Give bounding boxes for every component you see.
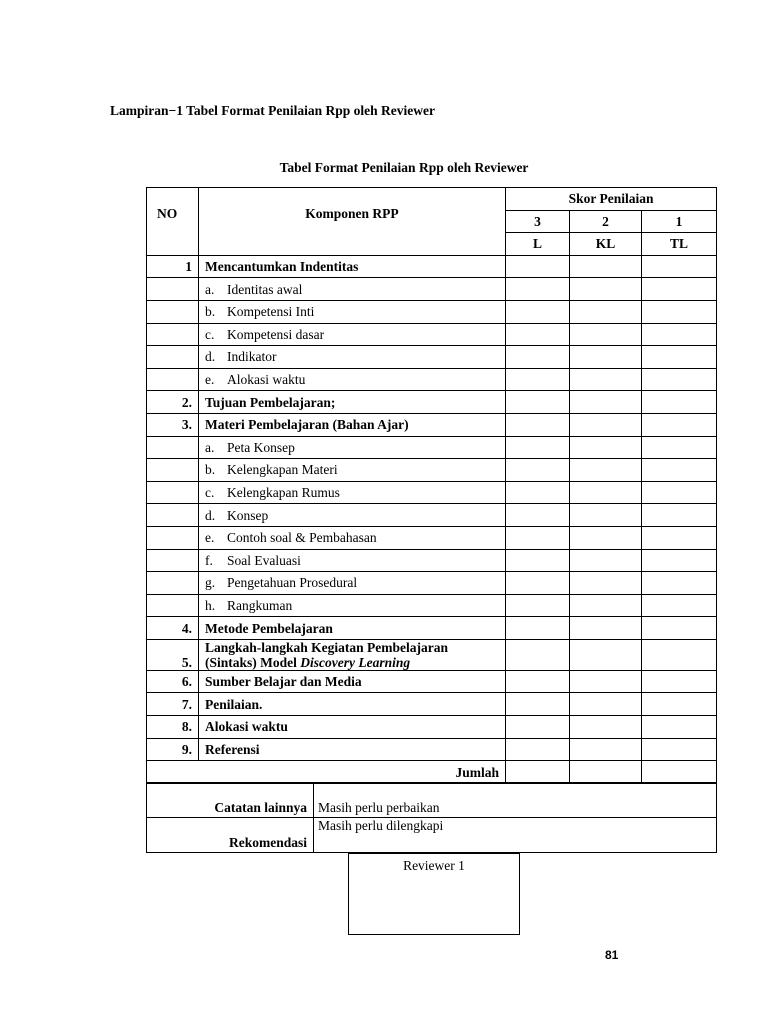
row-text: Identitas awal [227, 281, 303, 297]
row-letter: g. [205, 575, 216, 591]
score-cell [570, 459, 642, 482]
table-row [147, 459, 717, 482]
row-number [147, 436, 199, 459]
header-score-2: 2 [570, 210, 642, 233]
row-letter: b. [205, 304, 216, 320]
score-cell [570, 278, 642, 301]
row-text: Soal Evaluasi [227, 552, 301, 568]
score-cell [506, 617, 570, 640]
score-cell [570, 504, 642, 527]
row-number [147, 300, 199, 323]
row-number: 6. [147, 670, 199, 693]
row-label [199, 594, 506, 617]
row-label [199, 278, 506, 301]
header-code-kl: KL [570, 233, 642, 256]
table-row [147, 670, 717, 693]
score-cell [570, 639, 642, 670]
score-cell [642, 255, 717, 278]
row-label [199, 300, 506, 323]
row-letter: d. [205, 349, 216, 365]
table-row [147, 300, 717, 323]
header-code-l: L [506, 233, 570, 256]
row-label [199, 436, 506, 459]
table-title: Tabel Format Penilaian Rpp oleh Reviewer [279, 160, 529, 175]
table-row [147, 504, 717, 527]
row-number [147, 572, 199, 595]
assessment-table [146, 187, 717, 784]
rekomendasi-value: Masih perlu dilengkapi [314, 818, 717, 853]
row-label: Referensi [199, 738, 506, 761]
row-number: 7. [147, 693, 199, 716]
score-cell [570, 391, 642, 414]
row-text: Kelengkapan Rumus [227, 485, 340, 501]
score-cell [642, 526, 717, 549]
score-cell [570, 436, 642, 459]
score-cell [506, 391, 570, 414]
score-cell [506, 504, 570, 527]
table-row [147, 594, 717, 617]
jumlah-score-cell [642, 761, 717, 784]
row-label [199, 368, 506, 391]
score-cell [642, 572, 717, 595]
appendix-heading: Lampiran−1 Tabel Format Penilaian Rpp oleh Reviewer [110, 103, 435, 118]
row-number [147, 594, 199, 617]
row-letter: e. [205, 530, 215, 546]
row-label: Materi Pembelajaran (Bahan Ajar) [199, 413, 506, 436]
score-cell [506, 436, 570, 459]
header-score-1: 1 [642, 210, 717, 233]
row-number [147, 504, 199, 527]
row-text: Alokasi waktu [227, 372, 306, 388]
row-text: Kelengkapan Materi [227, 462, 338, 478]
jumlah-label: Jumlah [147, 761, 506, 784]
score-cell [506, 346, 570, 369]
page-number: 81 [605, 948, 619, 962]
score-cell [570, 526, 642, 549]
score-cell [570, 693, 642, 716]
row-letter: a. [205, 281, 215, 297]
jumlah-row [147, 761, 717, 784]
table-row [147, 617, 717, 640]
row-number: 1 [147, 255, 199, 278]
row-number [147, 346, 199, 369]
score-cell [570, 617, 642, 640]
row-letter: e. [205, 372, 215, 388]
row-text-line2-prefix: (Sintaks) Model [205, 654, 301, 670]
row-number: 5. [147, 639, 199, 670]
score-cell [506, 549, 570, 572]
jumlah-score-cell [506, 761, 570, 784]
score-cell [506, 594, 570, 617]
table-row [147, 278, 717, 301]
rekomendasi-row [147, 818, 717, 853]
score-cell [506, 639, 570, 670]
score-cell [570, 549, 642, 572]
score-cell [506, 300, 570, 323]
row-text: Indikator [227, 349, 277, 365]
table-row [147, 413, 717, 436]
score-cell [506, 693, 570, 716]
score-cell [506, 670, 570, 693]
score-cell [506, 738, 570, 761]
header-skor: Skor Penilaian [506, 188, 717, 211]
catatan-row [147, 783, 717, 818]
row-label: Penilaian. [199, 693, 506, 716]
table-row [147, 391, 717, 414]
row-label: Tujuan Pembelajaran; [199, 391, 506, 414]
header-row-1 [147, 188, 717, 211]
score-cell [570, 594, 642, 617]
score-cell [642, 639, 717, 670]
row-letter: c. [205, 485, 215, 501]
score-cell [506, 413, 570, 436]
row-label: Sumber Belajar dan Media [199, 670, 506, 693]
score-cell [506, 323, 570, 346]
row-text: Konsep [227, 507, 269, 523]
score-cell [506, 526, 570, 549]
row-label: Metode Pembelajaran [199, 617, 506, 640]
score-cell [570, 481, 642, 504]
table-row [147, 436, 717, 459]
table-row [147, 693, 717, 716]
score-cell [570, 255, 642, 278]
row-number: 8. [147, 716, 199, 739]
row-text: Kompetensi dasar [227, 326, 325, 342]
row-label: Mencantumkan Indentitas [199, 255, 506, 278]
row-label: Alokasi waktu [199, 716, 506, 739]
row-number [147, 323, 199, 346]
row-label [199, 481, 506, 504]
score-cell [506, 255, 570, 278]
row-label [199, 549, 506, 572]
header-komponen: Komponen RPP [199, 188, 506, 256]
row-label [199, 504, 506, 527]
score-cell [506, 572, 570, 595]
score-cell [506, 368, 570, 391]
score-cell [506, 481, 570, 504]
score-cell [642, 481, 717, 504]
row-text: Kompetensi Inti [227, 304, 315, 320]
score-cell [570, 300, 642, 323]
score-cell [642, 278, 717, 301]
reviewer-signature-box [348, 853, 520, 935]
score-cell [642, 693, 717, 716]
score-cell [570, 346, 642, 369]
table-row [147, 346, 717, 369]
row-label [199, 459, 506, 482]
score-cell [642, 617, 717, 640]
score-cell [570, 323, 642, 346]
row-letter: a. [205, 439, 215, 455]
score-cell [642, 391, 717, 414]
row-number [147, 459, 199, 482]
row-label [199, 346, 506, 369]
reviewer-label: Reviewer 1 [403, 858, 465, 873]
table-row [147, 738, 717, 761]
row-text: Rangkuman [227, 597, 293, 613]
notes-table [146, 782, 717, 853]
row-label [199, 572, 506, 595]
table-row [147, 323, 717, 346]
row-letter: f. [205, 552, 213, 568]
rekomendasi-label: Rekomendasi [147, 818, 314, 853]
score-cell [642, 670, 717, 693]
score-cell [570, 572, 642, 595]
row-letter: c. [205, 326, 215, 342]
score-cell [642, 300, 717, 323]
score-cell [642, 459, 717, 482]
row-number [147, 481, 199, 504]
row-number: 2. [147, 391, 199, 414]
header-no: NO [147, 188, 199, 256]
row-number: 3. [147, 413, 199, 436]
row-label [199, 526, 506, 549]
row-text-line2-italic: Discovery Learning [300, 654, 411, 670]
row-number [147, 549, 199, 572]
row-text: Langkah-langkah Kegiatan Pembelajaran [205, 639, 449, 655]
row-letter: d. [205, 507, 216, 523]
table-row [147, 549, 717, 572]
score-cell [570, 738, 642, 761]
row-number [147, 526, 199, 549]
score-cell [642, 716, 717, 739]
jumlah-score-cell [570, 761, 642, 784]
row-number [147, 368, 199, 391]
header-score-3: 3 [506, 210, 570, 233]
row-letter: h. [205, 597, 216, 613]
score-cell [642, 594, 717, 617]
score-cell [570, 716, 642, 739]
table-row [147, 639, 717, 670]
score-cell [570, 368, 642, 391]
table-row [147, 716, 717, 739]
row-number: 9. [147, 738, 199, 761]
table-row [147, 255, 717, 278]
score-cell [506, 459, 570, 482]
row-letter: b. [205, 462, 216, 478]
table-row [147, 481, 717, 504]
score-cell [642, 504, 717, 527]
score-cell [570, 670, 642, 693]
row-number: 4. [147, 617, 199, 640]
row-text: Pengetahuan Prosedural [227, 575, 358, 591]
row-number [147, 278, 199, 301]
score-cell [506, 716, 570, 739]
score-cell [642, 738, 717, 761]
row-text: Peta Konsep [227, 439, 295, 455]
table-row [147, 526, 717, 549]
score-cell [642, 323, 717, 346]
table-row [147, 572, 717, 595]
catatan-label: Catatan lainnya [147, 783, 314, 818]
table-row [147, 368, 717, 391]
score-cell [642, 436, 717, 459]
catatan-value: Masih perlu perbaikan [314, 783, 717, 818]
row-label [199, 323, 506, 346]
score-cell [642, 346, 717, 369]
score-cell [642, 549, 717, 572]
score-cell [642, 368, 717, 391]
score-cell [570, 413, 642, 436]
header-code-tl: TL [642, 233, 717, 256]
score-cell [642, 413, 717, 436]
score-cell [506, 278, 570, 301]
row-text: Contoh soal & Pembahasan [227, 530, 377, 546]
row-text-line2 [205, 655, 499, 670]
row-label [199, 639, 506, 670]
